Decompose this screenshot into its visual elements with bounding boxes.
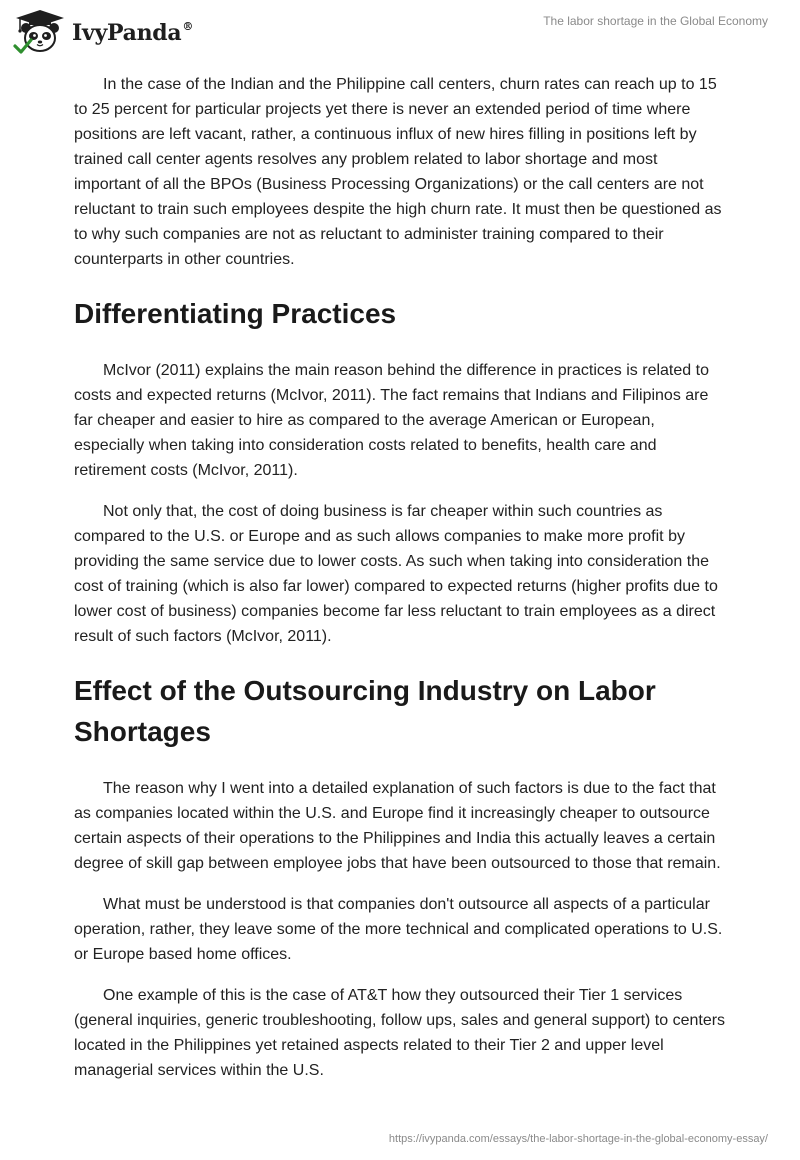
document-title: The labor shortage in the Global Economy: [543, 14, 768, 28]
section-heading: Effect of the Outsourcing Industry on Labor Shortages: [74, 675, 656, 747]
brand-name: IvyPanda®: [72, 19, 194, 46]
paragraph: One example of this is the case of AT&T how they outsourced their Tier 1 services (general inquiries, generic troubleshooting, follow ups, sales and general support) to centers located in the Philippines yet retained aspects related to their Tier 2 and upper level managerial services within the U.S.: [74, 987, 726, 1079]
registered-mark: ®: [182, 19, 194, 33]
section-heading: Differentiating Practices: [74, 298, 397, 329]
panda-graduate-icon: [12, 8, 68, 54]
source-url[interactable]: https://ivypanda.com/essays/the-labor-shortage-in-the-global-economy-essay/: [388, 1133, 768, 1145]
ivypanda-logo[interactable]: [12, 8, 193, 54]
essay-body: [74, 72, 728, 1099]
paragraph: In the case of the Indian and the Philippine call centers, churn rates can reach up to 15 to 25 percent for particular projects yet there is never an extended period of time where positions are left vacant, rather, a continuous influx of new hires filling in positions left by trained call center agents resolves any problem related to labor shortage and most important of all the BPOs (Business Processing Organizations) or the call centers are not reluctant to train such employees despite the high churn rate. It must then be questioned as to why such companies are not as reluctant to administer training compared to their counterparts in other countries.: [74, 76, 722, 268]
paragraph: Not only that, the cost of doing business is far cheaper within such countries as compared to the U.S. or Europe and as such allows companies to make more profit by providing the same service due to lower costs. As such when taking into consideration the cost of training (which is also far lower) compared to expected returns (higher profits due to lower cost of business) companies become far less reluctant to train employees as a direct result of such factors (McIvor, 2011).: [74, 503, 718, 645]
paragraph: The reason why I went into a detailed explanation of such factors is due to the fact that as companies located within the U.S. and Europe find it increasingly cheaper to outsource certain aspects of their operations to the Philippines and India this actually leaves a certain degree of skill gap between employee jobs that have been outsourced to those that remain.: [74, 780, 721, 872]
paragraph: McIvor (2011) explains the main reason behind the difference in practices is related to costs and expected returns (McIvor, 2011). The fact remains that Indians and Filipinos are far cheaper and easier to hire as compared to the average American or European, especially when taking into consideration costs related to benefits, health care and retirement costs (McIvor, 2011).: [74, 362, 709, 479]
page-header: [0, 0, 800, 60]
paragraph: What must be understood is that companies don't outsource all aspects of a particular operation, rather, they leave some of the more technical and complicated operations to U.S. or Europe based home offices.: [74, 896, 723, 963]
